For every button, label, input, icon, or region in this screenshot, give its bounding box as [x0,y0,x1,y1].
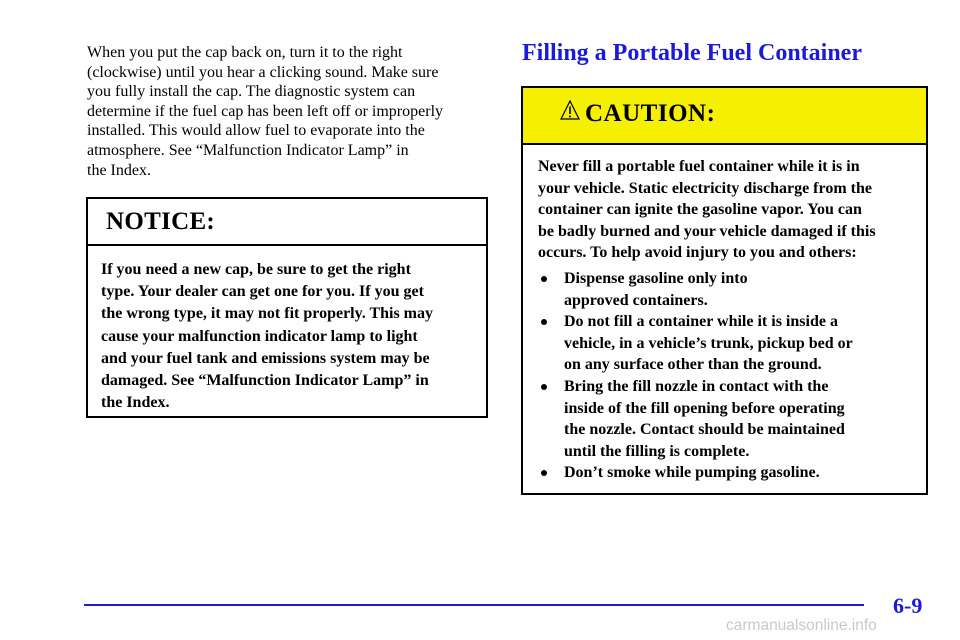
footer-rule [84,604,864,606]
notice-line: cause your malfunction indicator lamp to light [101,327,418,345]
notice-line: damaged. See “Malfunction Indicator Lamp” in [101,372,429,390]
bullet-icon [541,470,547,476]
caution-heading: CAUTION: [585,100,716,127]
caution-line: container can ignite the gasoline vapor. You can [538,201,862,219]
bullet-icon [541,276,547,282]
intro-line: determine if the fuel cap has been left off or improperly [87,102,444,120]
notice-line: and your fuel tank and emissions system may be [101,349,430,367]
watermark: carmanualsonline.info [726,617,877,634]
section-title: Filling a Portable Fuel Container [522,40,862,66]
intro-line: installed. This would allow fuel to evaporate into the [87,122,425,140]
notice-line: type. Your dealer can get one for you. If you get [101,283,424,301]
caution-box [521,86,928,495]
bullet-line: Don’t smoke while pumping gasoline. [564,464,820,482]
bullet-line: Do not fill a container while it is inside a [564,313,838,331]
bullet-text [564,462,820,484]
intro-line: (clockwise) until you hear a clicking sound. Make sure [87,63,439,81]
caution-intro [538,156,918,264]
bullet-line: vehicle, in a vehicle’s trunk, pickup bed or [564,334,853,352]
notice-heading: NOTICE: [88,199,486,246]
caution-line: your vehicle. Static electricity discharge from the [538,179,872,197]
bullet-line: on any surface other than the ground. [564,356,822,374]
caution-line: Never fill a portable fuel container while it is in [538,158,860,175]
page-number: 6-9 [893,593,923,618]
caution-line: occurs. To help avoid injury to you and others: [538,244,857,262]
bullet-line: inside of the fill opening before operating [564,399,845,417]
bullet-item [538,268,918,311]
bullet-item [538,311,918,376]
intro-line: When you put the cap back on, turn it to the right [87,44,403,61]
intro-line: the Index. [87,161,151,179]
notice-text [88,246,486,414]
bullet-line: Bring the fill nozzle in contact with the [564,377,829,395]
warning-icon [560,100,580,120]
bullet-line: approved containers. [564,291,708,309]
caution-bullet-list [538,268,918,484]
intro-line: atmosphere. See “Malfunction Indicator Lamp” in [87,141,409,159]
bullet-text [564,268,748,311]
notice-line: the wrong type, it may not fit properly. This may [101,305,434,323]
bullet-item [538,376,918,462]
bullet-text [564,311,853,376]
intro-line: you fully install the cap. The diagnostic system can [87,83,416,101]
bullet-line: the nozzle. Contact should be maintained [564,421,845,439]
notice-line: the Index. [101,394,170,412]
intro-paragraph [87,43,487,180]
bullet-item [538,462,918,484]
bullet-text [564,376,845,462]
notice-box [86,197,488,418]
bullet-line: Dispense gasoline only into [564,269,748,287]
bullet-line: until the filling is complete. [564,442,750,460]
bullet-icon [541,384,547,390]
bullet-icon [541,319,547,325]
notice-line: If you need a new cap, be sure to get the right [101,261,411,278]
caution-header [523,88,926,145]
caution-text [523,145,926,484]
caution-line: be badly burned and your vehicle damaged if this [538,222,876,240]
